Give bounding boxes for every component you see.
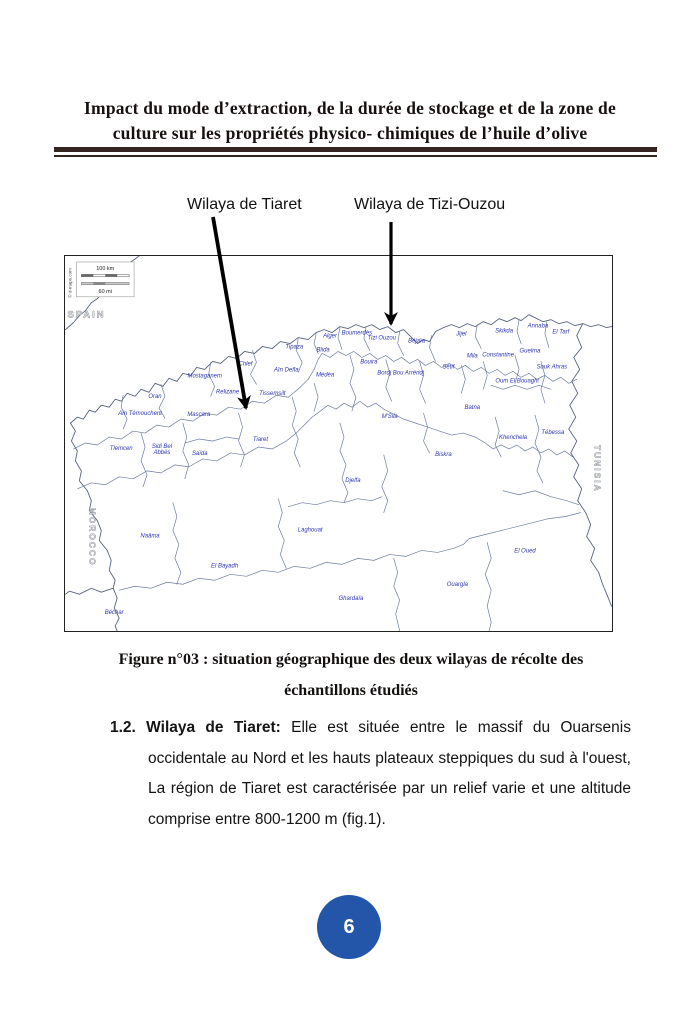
country-label-tunisia: TUNISIA xyxy=(592,444,603,493)
scale-mi-label: 60 mi xyxy=(98,288,112,295)
wilaya-label: M'Sila xyxy=(381,414,398,421)
page-number: 6 xyxy=(343,915,355,938)
wilaya-label: Alger xyxy=(323,333,337,340)
wilaya-label: Oum El Bouaghi xyxy=(495,378,539,385)
wilaya-label: Annaba xyxy=(527,323,549,330)
wilaya-label: Batna xyxy=(464,405,481,412)
wilaya-label: Tébessa xyxy=(541,430,565,437)
wilaya-label: Mila xyxy=(466,353,478,360)
wilaya-label: Tiaret xyxy=(252,437,269,444)
wilaya-label: Souk Ahras xyxy=(536,364,568,371)
wilaya-label: Oran xyxy=(148,394,162,401)
figure-caption-line2: échantillons étudiés xyxy=(284,682,418,699)
label-wilaya-tiaret: Wilaya de Tiaret xyxy=(187,196,302,213)
scale-km-label: 100 km xyxy=(96,265,115,272)
wilaya-label: El Tarf xyxy=(552,329,570,336)
section-heading: Wilaya de Tiaret: xyxy=(146,719,281,736)
scale-segment xyxy=(81,274,93,276)
wilaya-label: Mascara xyxy=(187,412,211,419)
wilaya-boundaries-row3 xyxy=(340,385,579,512)
wilaya-label: Ouargla xyxy=(446,582,468,589)
wilaya-label: Tizi Ouzou xyxy=(367,335,396,342)
page-title-line2: culture sur les propriétés physico- chimiques de l’huile d’olive xyxy=(112,123,588,143)
wilaya-label: Ghardaïa xyxy=(338,596,364,603)
paragraph-line1-text: Elle est située entre le massif du Ouarsenis xyxy=(291,719,631,736)
wilaya-label: Relizane xyxy=(216,389,240,396)
wilaya-label: Biskra xyxy=(435,451,452,458)
paragraph-line4: comprise entre 800-1200 m (fig.1). xyxy=(148,810,386,828)
wilaya-label: Sidi Bel Abbès xyxy=(151,443,173,456)
wilaya-label: Tlemcen xyxy=(109,445,133,452)
wilaya-label: Jijel xyxy=(456,331,467,338)
wilaya-label: Béjaïa xyxy=(408,338,426,345)
wilaya-label: Médéa xyxy=(315,372,335,379)
wilaya-label: Saïda xyxy=(191,450,208,457)
header-rule xyxy=(54,147,657,157)
scale-segment xyxy=(105,274,117,276)
wilaya-label: Aïn Defla xyxy=(274,367,299,374)
wilaya-label: Bordj Bou Arréridj xyxy=(377,370,425,377)
map-scale xyxy=(76,262,134,297)
page-title-line1: Impact du mode d’extraction, de la durée de stockage et de la zone de xyxy=(84,98,616,118)
wilaya-label: Sétif xyxy=(442,364,455,371)
paragraph-line1 xyxy=(110,713,631,744)
wilaya-label: Naâma xyxy=(140,533,160,540)
wilaya-label: Guelma xyxy=(519,348,541,355)
wilaya-boundaries-south xyxy=(119,497,581,631)
label-wilaya-tizi-ouzou: Wilaya de Tizi-Ouzou xyxy=(354,196,506,213)
wilaya-label: El Oued xyxy=(514,548,536,555)
wilaya-labels xyxy=(105,324,571,616)
section-number: 1.2. xyxy=(110,719,136,736)
scale-segment xyxy=(93,282,105,284)
figure-caption-line1: Figure n°03 : situation géographique des deux wilayas de récolte des xyxy=(118,651,584,668)
algeria-map-svg xyxy=(65,256,612,631)
paragraph-line3: La région de Tiaret est caractérisée par un relief varie et une altitude xyxy=(148,780,631,797)
page-title xyxy=(0,96,700,146)
country-label-morocco: MOROCCO xyxy=(87,507,98,567)
tunisia-border xyxy=(569,324,612,606)
wilaya-label: Tipaza xyxy=(285,344,304,351)
wilaya-label: Blida xyxy=(316,347,330,354)
wilaya-label: Tissemsilt xyxy=(259,391,286,398)
wilaya-label: Chlef xyxy=(238,361,253,368)
wilaya-label: Constantine xyxy=(482,352,515,359)
wilaya-label: Skikda xyxy=(495,328,514,335)
wilaya-label: Boumerdès xyxy=(341,330,373,337)
country-label-spain: SPAIN xyxy=(67,309,106,321)
wilaya-label: Laghouat xyxy=(297,527,323,534)
map-credit: © d-maps.com xyxy=(67,268,73,298)
paragraph-line2: occidentale au Nord et les hauts plateaux steppiques du sud à l'ouest, xyxy=(148,749,631,767)
section-text xyxy=(110,713,631,835)
wilaya-label: Aïn Témouchent xyxy=(118,411,162,418)
figure-caption xyxy=(60,644,642,706)
algeria-map xyxy=(64,255,613,632)
wilaya-label: El Bayadh xyxy=(211,563,239,570)
page-number-badge xyxy=(317,895,381,959)
wilaya-label: Bouira xyxy=(360,359,378,366)
wilaya-label: Mostaganem xyxy=(187,373,222,380)
wilaya-label: Djelfa xyxy=(345,477,361,484)
wilaya-label: Béchar xyxy=(104,610,124,617)
wilaya-label: Khenchela xyxy=(498,435,528,442)
